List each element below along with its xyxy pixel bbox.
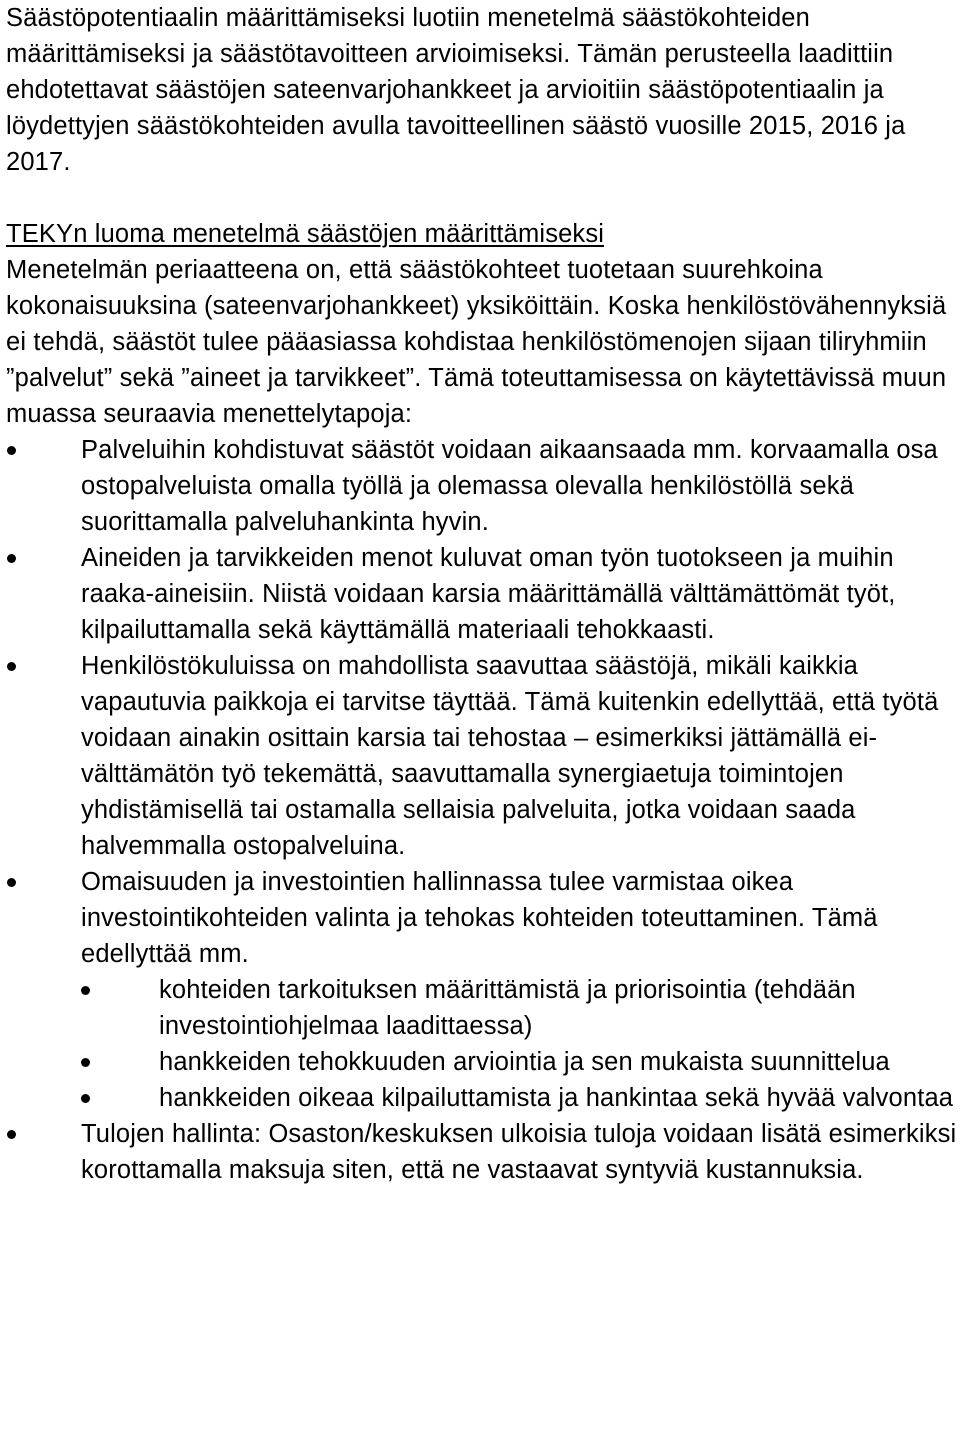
bullet-icon: [7, 446, 16, 455]
list-item: [6, 864, 960, 1116]
list-item: [6, 648, 960, 864]
sub-list-item: [81, 1044, 958, 1080]
list-item: [6, 540, 960, 648]
bullet-icon: [7, 662, 16, 671]
bullet-icon: [7, 1130, 16, 1139]
sub-list-item-text: kohteiden tarkoituksen määrittämistä ja priorisointia (tehdään investointiohjelmaa laadittaessa): [159, 976, 856, 1040]
list-item: [6, 1116, 960, 1188]
bullet-icon: [81, 1094, 90, 1103]
bullet-icon: [81, 986, 90, 995]
list-item-text: Tulojen hallinta: Osaston/keskuksen ulkoisia tuloja voidaan lisätä esimerkiksi korottamalla maksuja siten, että ne vastaavat syntyviä kustannuksia.: [81, 1120, 957, 1184]
method-bullet-list: [6, 432, 960, 1188]
list-item-text: Aineiden ja tarvikkeiden menot kuluvat oman työn tuotokseen ja muihin raaka-aineisiin. Niistä voidaan karsia määrittämällä välttämättömät työt, kilpailuttamalla sekä käyttämällä materiaali tehokkaasti.: [81, 544, 896, 644]
sub-list-item: [81, 1080, 958, 1116]
intro-paragraph: Säästöpotentiaalin määrittämiseksi luotiin menetelmä säästökohteiden määrittämiseksi ja säästötavoitteen arvioimiseksi. Tämän perusteella laadittiin ehdotettavat säästöjen sateenvarjohankkeet ja arvioitiin säästöpotentiaalin ja löydettyjen säästökohteiden avulla tavoitteellinen säästö vuosille 2015, 2016 ja 2017.: [6, 4, 906, 176]
bullet-icon: [7, 554, 16, 563]
section-heading: TEKYn luoma menetelmä säästöjen määrittämiseksi: [6, 220, 605, 248]
list-item-text: Omaisuuden ja investointien hallinnassa tulee varmistaa oikea investointikohteiden valinta ja tehokas kohteiden toteuttaminen. Tämä edellyttää mm.: [81, 868, 878, 968]
sub-list-item: [81, 972, 958, 1044]
section-body-paragraph: Menetelmän periaatteena on, että säästökohteet tuotetaan suurehkoina kokonaisuuksina (sateenvarjohankkeet) yksiköittäin. Koska henkilöstövähennyksiä ei tehdä, säästöt tulee pääasiassa kohdistaa henkilöstömenojen sijaan tiliryhmiin ”palvelut” sekä ”aineet ja tarvikkeet”. Tämä toteuttamisessa on käytettävissä muun muassa seuraavia menettelytapoja:: [6, 256, 947, 428]
sub-list-item-text: hankkeiden oikeaa kilpailuttamista ja hankintaa sekä hyvää valvontaa: [159, 1084, 954, 1112]
investment-sub-list: [81, 972, 958, 1116]
bullet-icon: [81, 1058, 90, 1067]
bullet-icon: [7, 878, 16, 887]
list-item-text: Henkilöstökuluissa on mahdollista saavuttaa säästöjä, mikäli kaikkia vapautuvia paikkoja ei tarvitse täyttää. Tämä kuitenkin edellyttää, että työtä voidaan ainakin osittain karsia tai tehostaa – esimerkiksi jättämällä ei-välttämätön työ tekemättä, saavuttamalla synergiaetuja toimintojen yhdistämisellä tai ostamalla sellaisia palveluita, jotka voidaan saada halvemmalla ostopalveluina.: [81, 652, 939, 860]
list-item-text: Palveluihin kohdistuvat säästöt voidaan aikaansaada mm. korvaamalla osa ostopalveluista omalla työllä ja olemassa olevalla henkilöstöllä sekä suorittamalla palveluhankinta hyvin.: [81, 436, 938, 536]
list-item: [6, 432, 960, 540]
sub-list-item-text: hankkeiden tehokkuuden arviointia ja sen mukaista suunnittelua: [159, 1048, 890, 1076]
